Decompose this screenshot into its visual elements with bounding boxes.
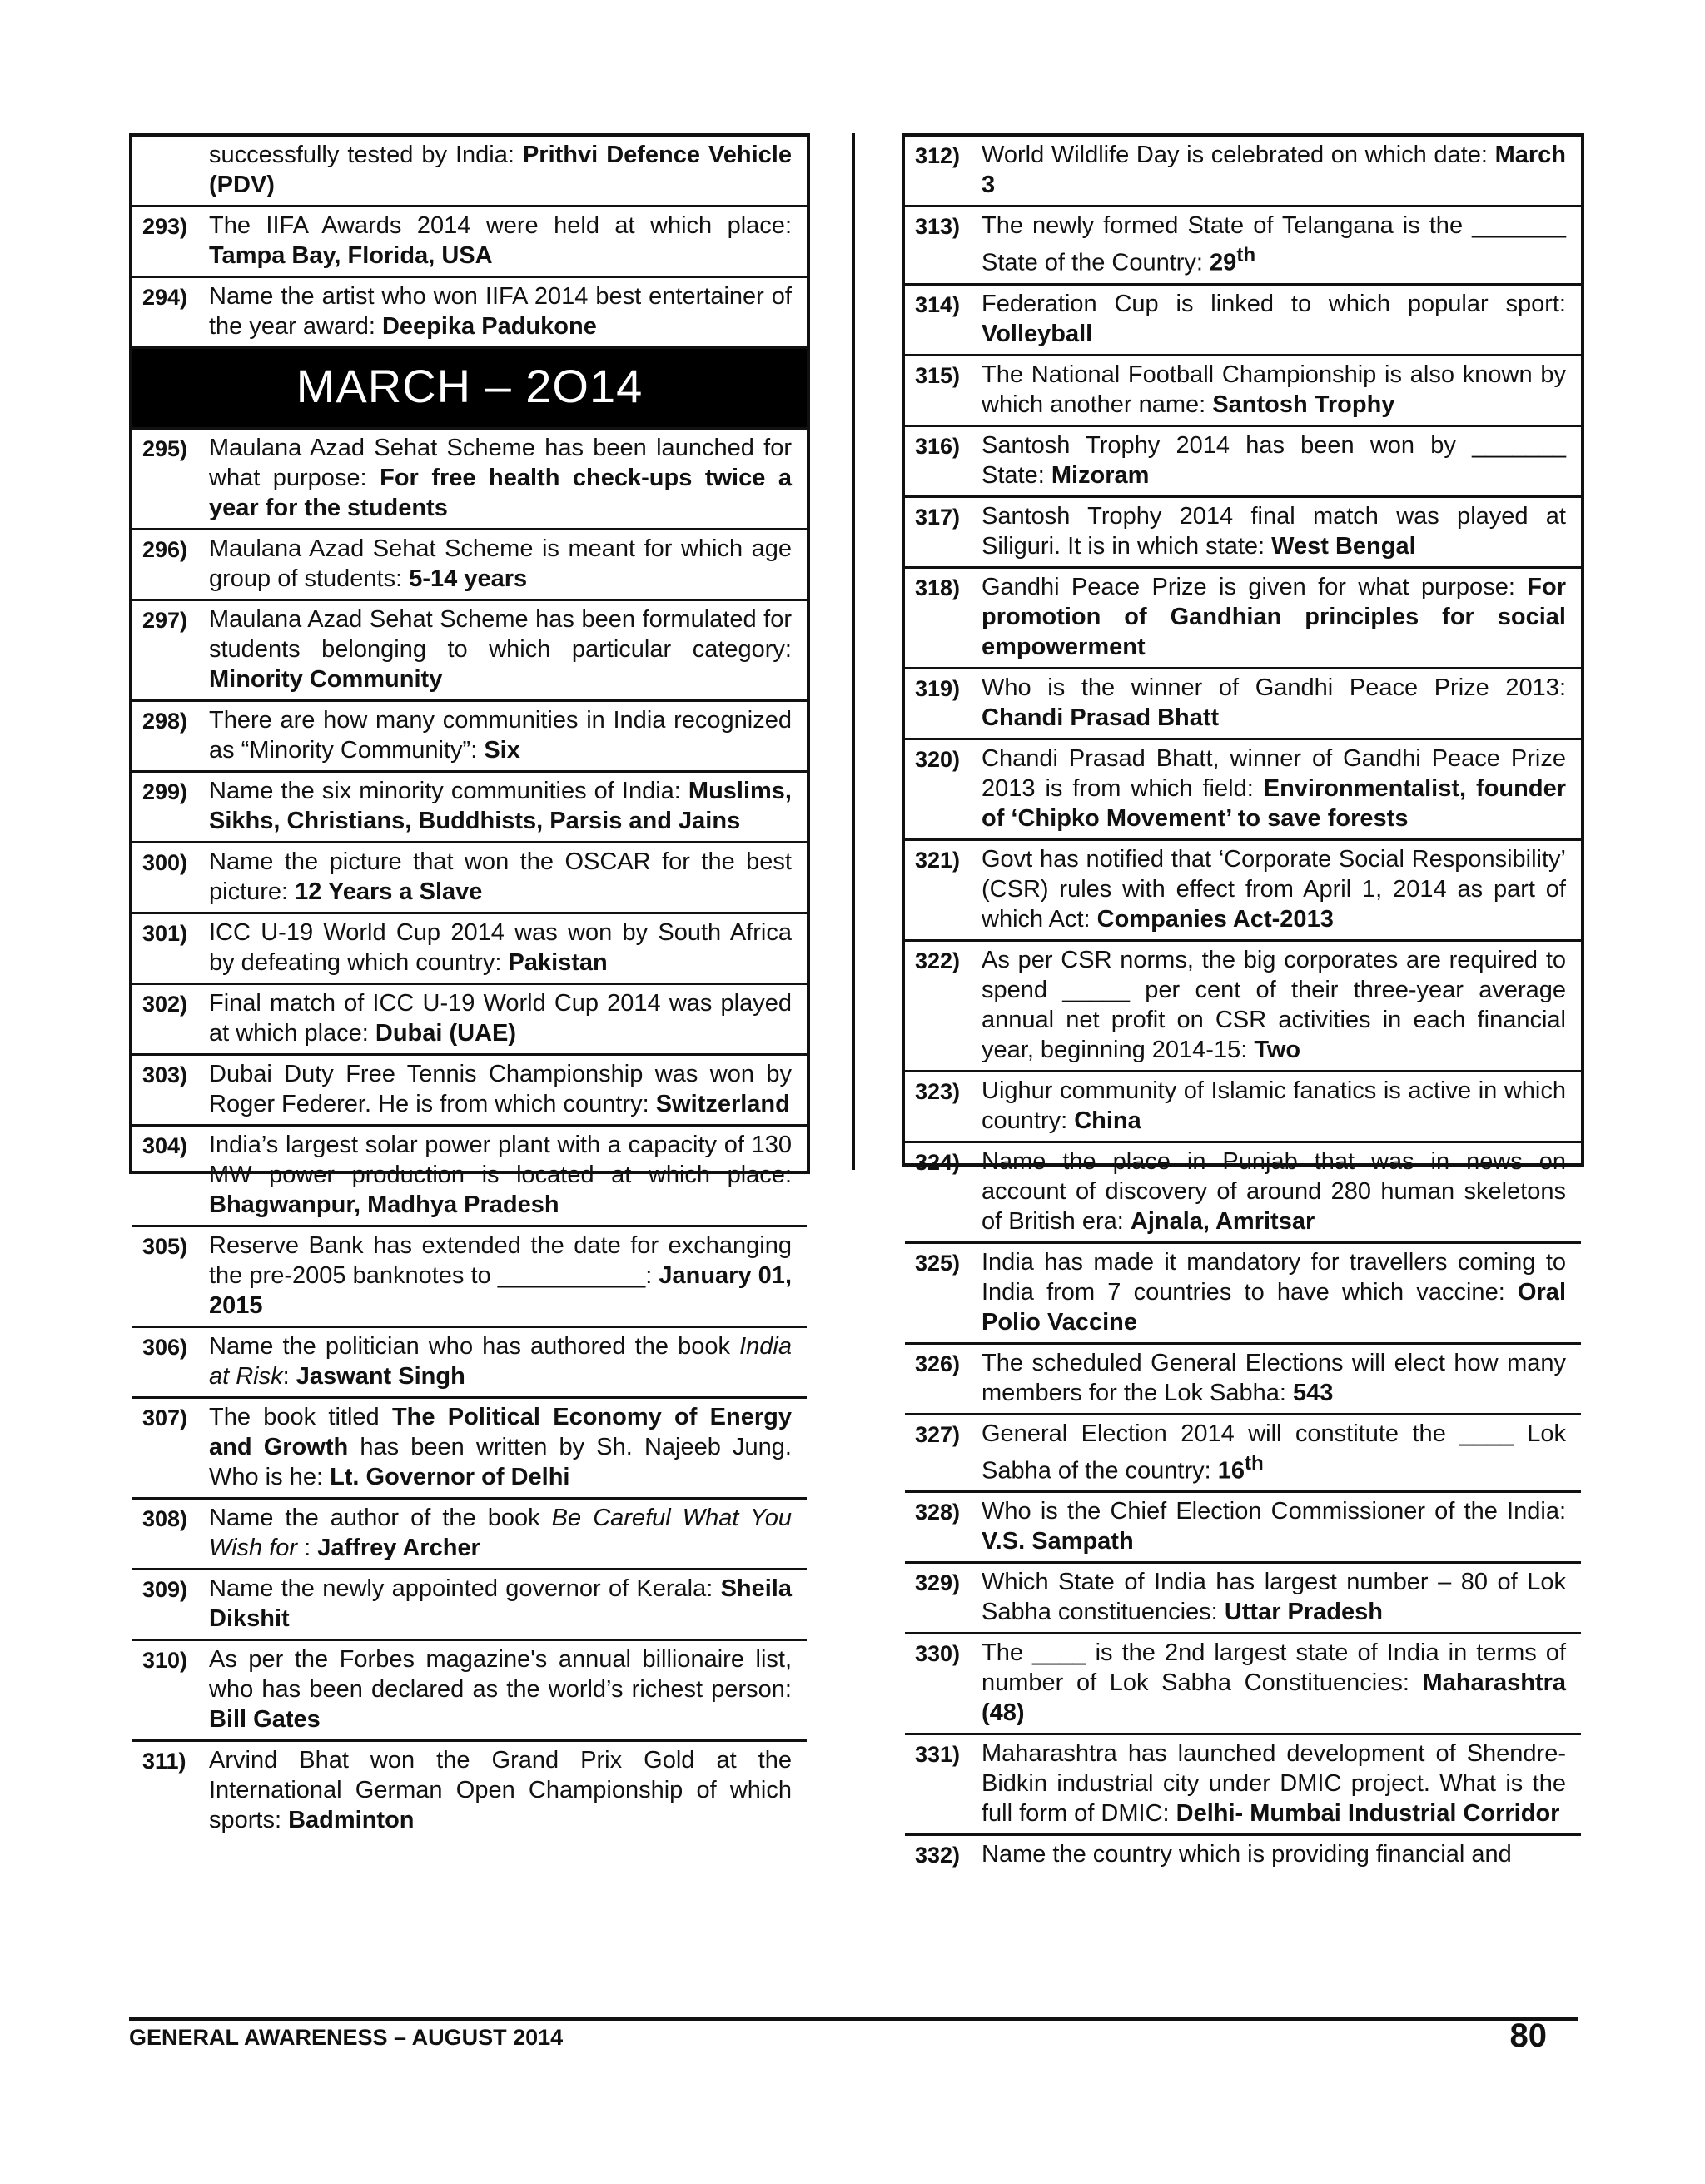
question-row <box>905 1415 1581 1494</box>
question-number: 317) <box>915 504 961 530</box>
question-row <box>132 1328 807 1399</box>
question-body: Name the newly appointed governor of Kerala: <box>209 1575 721 1602</box>
question-body: Name the place in Punjab that was in news on account of discovery of around 280 human skeletons of British era: <box>982 1147 1566 1235</box>
answer: West Bengal <box>1271 532 1416 560</box>
question-number: 322) <box>915 948 961 973</box>
question-row <box>132 1500 807 1570</box>
question-row <box>132 1056 807 1127</box>
question-body: Arvind Bhat won the Grand Prix Gold at the International German Open Championship of which sports: <box>209 1747 792 1833</box>
question-body: Chandi Prasad Bhatt, winner of Gandhi Peace Prize 2013 is from which field: <box>982 744 1566 802</box>
left-column <box>129 133 810 1833</box>
question-text <box>209 776 792 836</box>
question-row <box>905 740 1581 841</box>
question-body: successfully tested by India: <box>209 142 523 168</box>
question-number: 316) <box>915 433 961 459</box>
question-number: 328) <box>915 1500 961 1525</box>
answer: Jaswant Singh <box>296 1363 465 1390</box>
answer: Deepika Padukone <box>381 313 597 340</box>
question-number: 321) <box>915 847 961 873</box>
question-row <box>132 1227 807 1328</box>
question-body: The scheduled General Elections will elect how many members for the Lok Sabha: <box>982 1349 1566 1406</box>
answer: For promotion of Gandhian principles for social empowerment <box>982 573 1566 660</box>
question-row <box>905 286 1581 356</box>
question-text <box>982 289 1566 349</box>
question-number: 327) <box>915 1421 961 1447</box>
question-row <box>905 569 1581 669</box>
question-row <box>132 530 807 601</box>
question-number: 307) <box>142 1405 188 1430</box>
question-body: World Wildlife Day is celebrated on which date: <box>982 142 1495 168</box>
answer: 12 Years a Slave <box>295 878 483 905</box>
question-text <box>209 988 792 1048</box>
question-body: India has made it mandatory for travellers coming to India from 7 countries to have which vaccine: <box>982 1248 1566 1306</box>
answer-superscript: th <box>1245 1451 1264 1475</box>
question-number: 302) <box>142 992 188 1017</box>
answer: Dubai (UAE) <box>375 1020 517 1047</box>
answer: Environmentalist, founder of ‘Chipko Movement’ to save forests <box>982 774 1566 832</box>
question-body: Name the artist who won IIFA 2014 best entertainer of the year award: <box>209 283 792 340</box>
question-number: 325) <box>915 1250 961 1276</box>
question-row <box>905 942 1581 1072</box>
question-number: 293) <box>142 214 188 239</box>
question-body: The book titled <box>209 1404 392 1430</box>
question-body: The IIFA Awards 2014 were held at which place: <box>209 212 792 239</box>
question-row <box>905 1735 1581 1836</box>
question-text <box>982 501 1566 561</box>
question-number: 331) <box>915 1742 961 1768</box>
question-text <box>209 211 792 271</box>
answer: Bhagwanpur, Madhya Pradesh <box>209 1191 559 1218</box>
question-body: Name the author of the book <box>209 1505 552 1531</box>
answer: March 3 <box>982 142 1566 198</box>
answer: Two <box>1254 1036 1301 1063</box>
question-text <box>982 1739 1566 1828</box>
answer: Maharashtra (48) <box>982 1669 1566 1727</box>
question-text <box>982 360 1566 420</box>
question-number: 304) <box>142 1133 188 1158</box>
question-text <box>982 1839 1566 1870</box>
question-number: 295) <box>142 436 188 461</box>
question-row <box>132 773 807 843</box>
question-number: 305) <box>142 1234 188 1259</box>
question-text <box>209 918 792 978</box>
question-number: 297) <box>142 608 188 633</box>
answer: Chandi Prasad Bhatt <box>982 704 1220 731</box>
question-body: Maulana Azad Sehat Scheme has been formulated for students belonging to which particular category: <box>209 606 792 663</box>
question-row <box>132 278 807 349</box>
question-body: Reserve Bank has extended the date for exchanging the pre-2005 banknotes to ___________: <box>209 1232 792 1289</box>
question-number: 311) <box>142 1749 186 1774</box>
question-text <box>982 211 1566 278</box>
question-number: 330) <box>915 1641 961 1667</box>
answer: 5-14 years <box>409 565 528 592</box>
question-row <box>905 1072 1581 1143</box>
question-row <box>905 356 1581 427</box>
answer: Jaffrey Archer <box>317 1535 480 1561</box>
question-body: There are how many communities in India recognized as “Minority Community”: <box>209 707 792 764</box>
question-row <box>905 1564 1581 1634</box>
question-row <box>905 498 1581 569</box>
question-text <box>982 430 1566 490</box>
question-row <box>132 914 807 985</box>
question-body: The National Football Championship is also known by which another name: <box>982 361 1566 418</box>
question-body: ICC U-19 World Cup 2014 was won by South Africa by defeating which country: <box>209 919 792 976</box>
question-number: 324) <box>915 1149 961 1175</box>
question-body: Name the country which is providing financial and <box>982 1841 1512 1868</box>
book-title: The Political Economy of Energy and Growth <box>209 1404 792 1460</box>
question-row <box>132 137 807 207</box>
question-body: Which State of India has largest number – 80 of Lok Sabha constituencies: <box>982 1569 1566 1626</box>
answer: Volleyball <box>982 320 1093 347</box>
question-number: 323) <box>915 1078 961 1104</box>
footer-title: GENERAL AWARENESS – AUGUST 2014 <box>129 2025 564 2050</box>
question-text <box>982 140 1566 200</box>
question-text <box>209 1059 792 1119</box>
question-row <box>132 843 807 914</box>
question-text <box>209 281 792 341</box>
question-row <box>132 1570 807 1641</box>
question-row <box>905 1345 1581 1415</box>
question-body: Santosh Trophy 2014 has been won by _______ State: <box>982 431 1566 489</box>
question-row <box>132 207 807 278</box>
answer: Switzerland <box>655 1091 790 1117</box>
question-number: 315) <box>915 362 961 388</box>
question-text <box>982 572 1566 662</box>
answer: Badminton <box>288 1807 415 1833</box>
answer-superscript: th <box>1236 244 1256 266</box>
question-number: 319) <box>915 675 961 701</box>
question-row <box>905 1143 1581 1244</box>
answer: Companies Act-2013 <box>1096 905 1334 933</box>
question-row <box>132 430 807 530</box>
answer: Santosh Trophy <box>1212 391 1395 418</box>
month-banner: MARCH – 2O14 <box>132 349 807 430</box>
question-text <box>982 1147 1566 1236</box>
question-body: Maulana Azad Sehat Scheme is meant for which age group of students: <box>209 535 792 592</box>
question-body: Govt has notified that ‘Corporate Social Responsibility’ (CSR) rules with effect from April 1, 2014 as part of which Act: <box>982 845 1566 933</box>
question-body-continued: has been written by Sh. Najeeb Jung. Who is he: <box>209 1434 792 1490</box>
question-number: 314) <box>915 291 961 317</box>
question-body: Name the politician who has authored the book <box>209 1333 740 1360</box>
question-number: 309) <box>142 1577 188 1602</box>
book-title: India at Risk <box>209 1333 792 1390</box>
question-text <box>209 1331 792 1391</box>
question-row <box>905 669 1581 740</box>
question-number: 301) <box>142 921 188 946</box>
question-number: 312) <box>915 143 961 168</box>
question-body: The newly formed State of Telangana is the _______ State of the Country: <box>982 212 1566 276</box>
question-text <box>209 1574 792 1634</box>
question-text <box>982 1076 1566 1136</box>
answer: Pakistan <box>508 949 608 976</box>
question-number: 308) <box>142 1506 188 1531</box>
question-text <box>982 1348 1566 1408</box>
question-row <box>132 601 807 702</box>
answer: Mizoram <box>1051 461 1150 489</box>
question-text <box>982 1638 1566 1728</box>
question-text <box>209 1503 792 1563</box>
question-text <box>209 604 792 694</box>
answer: Uttar Pradesh <box>1224 1599 1383 1626</box>
question-body: Uighur community of Islamic fanatics is active in which country: <box>982 1077 1566 1134</box>
question-body: As per CSR norms, the big corporates are required to spend _____ per cent of their three-year average annual net profit on CSR activities in each financial year, beginning 2014-15: <box>982 946 1566 1063</box>
question-body: Maharashtra has launched development of Shendre-Bidkin industrial city under DMIC project. What is the full form of DMIC: <box>982 1740 1566 1828</box>
question-body-continued: : <box>297 1535 318 1561</box>
question-number: 303) <box>142 1062 188 1087</box>
question-body: Maulana Azad Sehat Scheme has been launched for what purpose: <box>209 435 792 491</box>
right-column <box>902 133 1584 1868</box>
answer: Muslims, Sikhs, Christians, Buddhists, Parsis and Jains <box>209 778 792 834</box>
question-body: The ____ is the 2nd largest state of India in terms of number of Lok Sabha Constituencies: <box>982 1639 1566 1697</box>
question-row <box>905 1634 1581 1735</box>
answer: January 01, 2015 <box>209 1262 792 1319</box>
question-text <box>982 945 1566 1065</box>
page-number: 80 <box>1509 2017 1547 2054</box>
question-body: Name the six minority communities of India: <box>209 778 688 804</box>
question-text <box>209 433 792 523</box>
question-number: 296) <box>142 537 188 562</box>
question-row <box>905 207 1581 286</box>
question-number: 332) <box>915 1843 961 1868</box>
answer: V.S. Sampath <box>982 1528 1134 1555</box>
question-number: 300) <box>142 850 188 875</box>
question-row <box>132 702 807 773</box>
question-text <box>209 705 792 765</box>
answer: 29 <box>1210 249 1237 276</box>
question-body: Santosh Trophy 2014 final match was played at Siliguri. It is in which state: <box>982 502 1566 560</box>
question-row <box>132 1399 807 1500</box>
question-text <box>209 1130 792 1220</box>
column-divider <box>852 133 855 1170</box>
question-text <box>982 1247 1566 1337</box>
question-body: India’s largest solar power plant with a capacity of 130 MW power production is located at which place: <box>209 1132 792 1188</box>
answer: Tampa Bay, Florida, USA <box>209 242 493 269</box>
question-row <box>905 427 1581 498</box>
question-body: Gandhi Peace Prize is given for what purpose: <box>982 573 1528 600</box>
question-number: 318) <box>915 575 961 600</box>
answer: Lt. Governor of Delhi <box>330 1464 570 1490</box>
question-number: 306) <box>142 1335 188 1360</box>
book-title: Be Careful What You Wish for <box>209 1505 792 1561</box>
question-number: 299) <box>142 779 188 804</box>
question-text <box>209 534 792 594</box>
question-number: 298) <box>142 709 188 734</box>
question-number: 329) <box>915 1570 961 1596</box>
question-text <box>209 847 792 907</box>
question-number: 294) <box>142 285 188 310</box>
answer: China <box>1074 1107 1141 1134</box>
question-body: Final match of ICC U-19 World Cup 2014 was played at which place: <box>209 990 792 1047</box>
answer: 543 <box>1292 1379 1334 1406</box>
question-row <box>905 1493 1581 1564</box>
answer: Ajnala, Amritsar <box>1130 1207 1315 1235</box>
question-text <box>982 1419 1566 1486</box>
question-row <box>132 1742 807 1840</box>
question-body: Name the picture that won the OSCAR for the best picture: <box>209 848 792 905</box>
answer: For free health check-ups twice a year for the students <box>209 465 792 521</box>
question-body: Who is the Chief Election Commissioner of the India: <box>982 1498 1566 1525</box>
answer: Minority Community <box>209 666 443 693</box>
question-text <box>209 140 792 200</box>
question-text <box>982 744 1566 833</box>
question-text <box>209 1402 792 1492</box>
question-row <box>905 137 1581 207</box>
question-number: 310) <box>142 1648 188 1673</box>
question-row <box>905 1244 1581 1345</box>
question-number: 326) <box>915 1351 961 1376</box>
answer: 16 <box>1217 1457 1245 1485</box>
question-row <box>132 1127 807 1227</box>
question-text <box>209 1745 792 1835</box>
answer: Six <box>484 737 520 764</box>
question-row <box>132 1641 807 1742</box>
question-row <box>905 1836 1581 1875</box>
question-body-continued: : <box>282 1363 296 1390</box>
question-number: 320) <box>915 746 961 772</box>
question-body: Dubai Duty Free Tennis Championship was won by Roger Federer. He is from which country: <box>209 1061 792 1117</box>
answer: Sheila Dikshit <box>209 1575 792 1632</box>
question-body: Who is the winner of Gandhi Peace Prize 2013: <box>982 674 1566 701</box>
question-text <box>982 1567 1566 1627</box>
question-text <box>209 1644 792 1734</box>
answer: Delhi- Mumbai Industrial Corridor <box>1176 1800 1560 1828</box>
question-text <box>982 1496 1566 1556</box>
question-body: Federation Cup is linked to which popular sport: <box>982 290 1566 317</box>
answer: Oral Polio Vaccine <box>982 1278 1566 1336</box>
question-row <box>905 841 1581 942</box>
question-row <box>132 985 807 1056</box>
question-body: As per the Forbes magazine's annual billionaire list, who has been declared as the world’s richest person: <box>209 1646 792 1703</box>
question-text <box>209 1231 792 1321</box>
question-body: General Election 2014 will constitute the ____ Lok Sabha of the country: <box>982 1420 1566 1485</box>
footer-rule <box>129 2017 1578 2021</box>
question-number: 313) <box>915 214 961 239</box>
question-text <box>982 844 1566 934</box>
answer: Bill Gates <box>209 1706 321 1733</box>
question-text <box>982 673 1566 733</box>
answer: Prithvi Defence Vehicle (PDV) <box>209 142 792 198</box>
